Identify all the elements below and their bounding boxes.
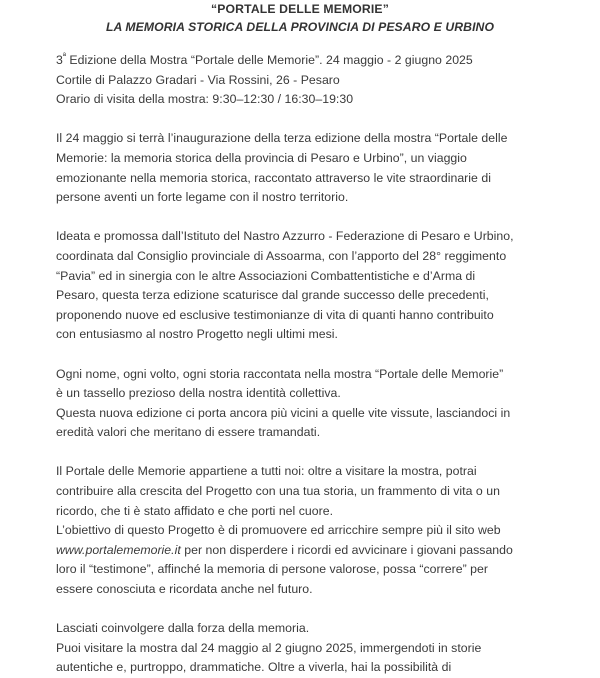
paragraph-line: eredità valori che meritano di essere tramandati.	[56, 425, 321, 440]
paragraph-line: emozionante nella memoria storica, raccontato attraverso le vite straordinarie di	[56, 170, 491, 185]
paragraph-line: persone aventi un forte legame con il nostro territorio.	[56, 190, 349, 205]
paragraph-ideata-promossa	[56, 227, 545, 345]
event-info-line-edition	[56, 51, 545, 71]
edition-number: 3	[56, 53, 63, 67]
event-info-line-venue: Cortile di Palazzo Gradari - Via Rossini, 26 - Pesaro	[56, 72, 340, 87]
page-subtitle: LA MEMORIA STORICA DELLA PROVINCIA DI PESARO E URBINO	[105, 20, 495, 34]
paragraph-line: L’obiettivo di questo Progetto è di promuovere ed arricchire sempre più il sito web	[56, 523, 501, 538]
paragraph-line: Il 24 maggio si terrà l’inaugurazione della terza edizione della mostra “Portale delle	[56, 131, 508, 146]
paragraph-line: Ideata e promossa dall’Istituto del Nastro Azzurro - Federazione di Pesaro e Urbino,	[56, 229, 514, 244]
page-title: “PORTALE DELLE MEMORIE”	[211, 2, 389, 16]
paragraph-lasciati-coinvolgere	[56, 619, 545, 678]
document-title-block	[0, 0, 600, 36]
edition-ordinal-mark: ª	[62, 50, 66, 61]
paragraph-line: Lasciati coinvolgere dalla forza della memoria.	[56, 621, 310, 636]
event-info-line-hours: Orario di visita della mostra: 9:30–12:30 / 16:30–19:30	[56, 92, 354, 107]
paragraph-line: Il Portale delle Memorie appartiene a tutti noi: oltre a visitare la mostra, potrai	[56, 464, 477, 479]
paragraph-line: Memorie: la memoria storica della provincia di Pesaro e Urbino”, un viaggio	[56, 150, 467, 165]
paragraph-line: autentiche e, purtroppo, drammatiche. Oltre a viverla, hai la possibilità di	[56, 660, 452, 675]
paragraph-line: ricordo, che ti è stato affidato e che porti nel cuore.	[56, 503, 334, 518]
paragraph-line: Puoi visitare la mostra dal 24 maggio al 2 giugno 2025, immergendoti in storie	[56, 640, 482, 655]
paragraph-line: essere conosciuta e ricordata anche nel futuro.	[56, 582, 313, 597]
paragraph-line: proponendo nuove ed esclusive testimonianze di vita di quanti hanno contribuito	[56, 307, 494, 322]
paragraph-appartiene-a-tutti	[56, 462, 545, 599]
paragraph-ogni-nome	[56, 365, 545, 443]
website-line-rest: per non disperdere i ricordi ed avvicinare i giovani passando	[180, 542, 513, 557]
paragraph-line: è un tassello prezioso della nostra identità collettiva.	[56, 386, 341, 401]
paragraph-line: Pesaro, questa terza edizione scaturisce dal grande successo delle precedenti,	[56, 288, 489, 303]
paragraph-line: Questa nuova edizione ci porta ancora più vicini a quelle vite vissute, lasciandoci in	[56, 405, 511, 420]
edition-rest: Edizione della Mostra “Portale delle Memorie”. 24 maggio - 2 giugno 2025	[65, 53, 473, 67]
document-body	[0, 51, 600, 678]
paragraph-inaugurazione	[56, 129, 545, 207]
paragraph-line: Ogni nome, ogni volto, ogni storia raccontata nella mostra “Portale delle Memorie”	[56, 366, 504, 381]
website-url: www.portalememorie.it	[56, 542, 181, 557]
paragraph-line: coordinata dal Consiglio provinciale di Assoarma, con l’apporto del 28° reggimento	[56, 248, 507, 263]
paragraph-line: “Pavia” ed in sinergia con le altre Associazioni Combattentistiche e d’Arma di	[56, 268, 476, 283]
paragraph-line: loro il “testimone”, affinché la memoria di persone valorose, possa “correre” per	[56, 562, 488, 577]
paragraph-line-website	[56, 541, 545, 561]
paragraph-line: contribuire alla crescita del Progetto con una tua storia, un frammento di vita o un	[56, 484, 500, 499]
paragraph-line: con entusiasmo al nostro Progetto negli ultimi mesi.	[56, 327, 338, 342]
event-info-block	[56, 51, 545, 110]
